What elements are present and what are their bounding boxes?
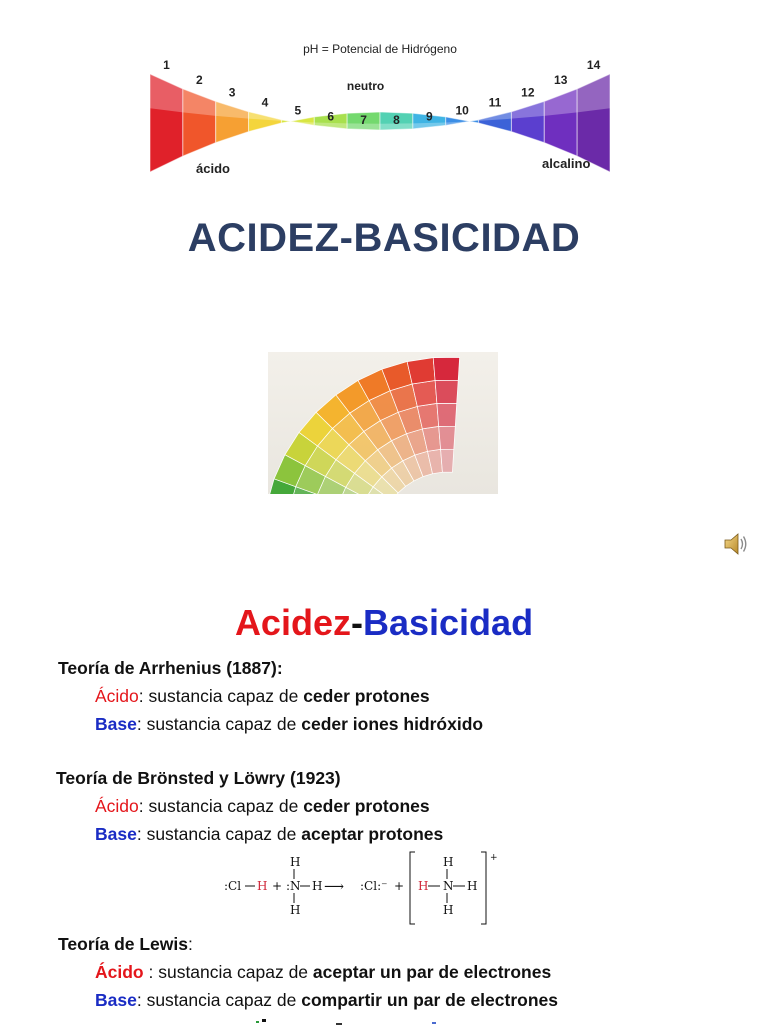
bronsted-base-word: Base — [95, 824, 137, 844]
arrhenius-heading: Teoría de Arrhenius (1887): — [58, 658, 283, 678]
ph-cell-gloss-13 — [544, 89, 577, 116]
svg-text::: : — [286, 879, 291, 893]
lewis-acid-word: Ácido — [95, 962, 144, 982]
nh3-h-top: H — [290, 855, 301, 869]
color-fan-image — [268, 352, 498, 494]
ph-number-12: 12 — [521, 85, 535, 100]
ph-caption: pH = Potencial de Hidrógeno — [303, 42, 457, 56]
bronsted-acid-rest: : sustancia capaz de — [138, 796, 304, 816]
reaction-plus-1: + — [272, 879, 283, 893]
fan-swatch-11-3 — [437, 403, 457, 426]
arrhenius-base-rest: : sustancia capaz de — [136, 714, 302, 734]
fan-swatch-11-4 — [435, 380, 458, 403]
arrhenius-base-bold: ceder iones hidróxido — [301, 714, 484, 734]
fan-swatch-11-1 — [441, 449, 454, 472]
lewis-heading-colon: : — [188, 934, 193, 954]
ph-number-1: 1 — [163, 58, 170, 72]
ph-number-11: 11 — [488, 95, 502, 110]
slide1-title: ACIDEZ-BASICIDAD — [187, 216, 581, 260]
ph-cell-gloss-2 — [183, 89, 216, 116]
ph-cell-gloss-1 — [150, 74, 183, 112]
arrhenius-acid-line — [95, 686, 430, 707]
ph-number-5: 5 — [294, 103, 302, 118]
fan-swatch-11-2 — [439, 426, 456, 449]
reaction-svg — [224, 848, 504, 928]
reaction-plus-2: + — [394, 879, 405, 893]
reaction-cl: :Cl — [224, 879, 242, 893]
color-fan-svg — [268, 352, 498, 494]
fan-swatch-11-5 — [433, 357, 459, 380]
ph-scale-svg — [140, 38, 620, 183]
nh4-h-right: H — [467, 879, 478, 893]
lewis-acid-rest: : sustancia capaz de — [143, 962, 313, 982]
title-dash: - — [350, 602, 363, 643]
title-basicidad: Basicidad — [362, 602, 534, 643]
alkaline-label: alcalino — [542, 156, 591, 171]
nh3-h-bottom: H — [290, 903, 301, 917]
ph-number-8: 8 — [393, 112, 400, 127]
nh4-h-left: H — [418, 879, 429, 893]
lewis-base-rest: : sustancia capaz de — [136, 990, 302, 1010]
arrhenius-base-line — [95, 714, 483, 735]
lewis-acid-bold: aceptar un par de electrones — [312, 962, 552, 982]
ph-number-2: 2 — [195, 72, 203, 87]
lewis-base-word: Base — [95, 990, 137, 1010]
nh4-h-top: H — [443, 855, 454, 869]
ph-number-14: 14 — [586, 58, 601, 72]
reaction-diagram — [224, 848, 504, 928]
reaction-charge: + — [490, 853, 498, 863]
ph-number-10: 10 — [455, 103, 469, 118]
lewis-acid-line — [95, 962, 551, 983]
arrhenius-acid-rest: : sustancia capaz de — [138, 686, 304, 706]
arrhenius-acid-word: Ácido — [95, 686, 139, 706]
ph-neutral-label: neutro — [346, 79, 385, 93]
acid-label: ácido — [196, 161, 230, 176]
nh4-n: N — [443, 879, 454, 893]
bronsted-base-line — [95, 824, 443, 845]
ph-cell-gloss-14 — [577, 74, 610, 112]
lewis-base-line — [95, 990, 558, 1011]
reaction-cl-minus: :Cl:⁻ — [360, 879, 388, 893]
slide2-title — [0, 602, 768, 644]
arrhenius-base-word: Base — [95, 714, 137, 734]
ph-number-13: 13 — [554, 72, 568, 87]
bronsted-base-bold: aceptar protones — [301, 824, 444, 844]
fan-swatch-10-5 — [407, 358, 435, 384]
arrhenius-acid-bold: ceder protones — [303, 686, 430, 706]
ph-number-6: 6 — [327, 109, 335, 124]
ph-number-3: 3 — [228, 85, 236, 100]
ph-number-4: 4 — [261, 95, 269, 110]
ph-number-7: 7 — [360, 112, 367, 127]
bronsted-acid-word: Ácido — [95, 796, 139, 816]
nh3-h-right: H — [312, 879, 323, 893]
bronsted-heading: Teoría de Brönsted y Löwry (1923) — [56, 768, 341, 788]
speaker-icon[interactable] — [722, 530, 750, 558]
bronsted-acid-line — [95, 796, 430, 817]
lewis-heading-line — [58, 934, 193, 955]
lewis-base-bold: compartir un par de electrones — [301, 990, 558, 1010]
ph-scale-graphic — [140, 38, 620, 183]
ph-number-9: 9 — [425, 109, 433, 124]
nh3-n: N — [290, 879, 301, 893]
title-acidez: Acidez — [234, 602, 351, 643]
reaction-arrow: ⟶ — [324, 879, 345, 895]
reaction-h: H — [257, 879, 268, 893]
bronsted-base-rest: : sustancia capaz de — [136, 824, 302, 844]
lewis-diagram-fragment — [240, 1014, 460, 1026]
bronsted-acid-bold: ceder protones — [303, 796, 430, 816]
lewis-heading: Teoría de Lewis — [58, 934, 188, 954]
nh4-h-bottom: H — [443, 903, 454, 917]
